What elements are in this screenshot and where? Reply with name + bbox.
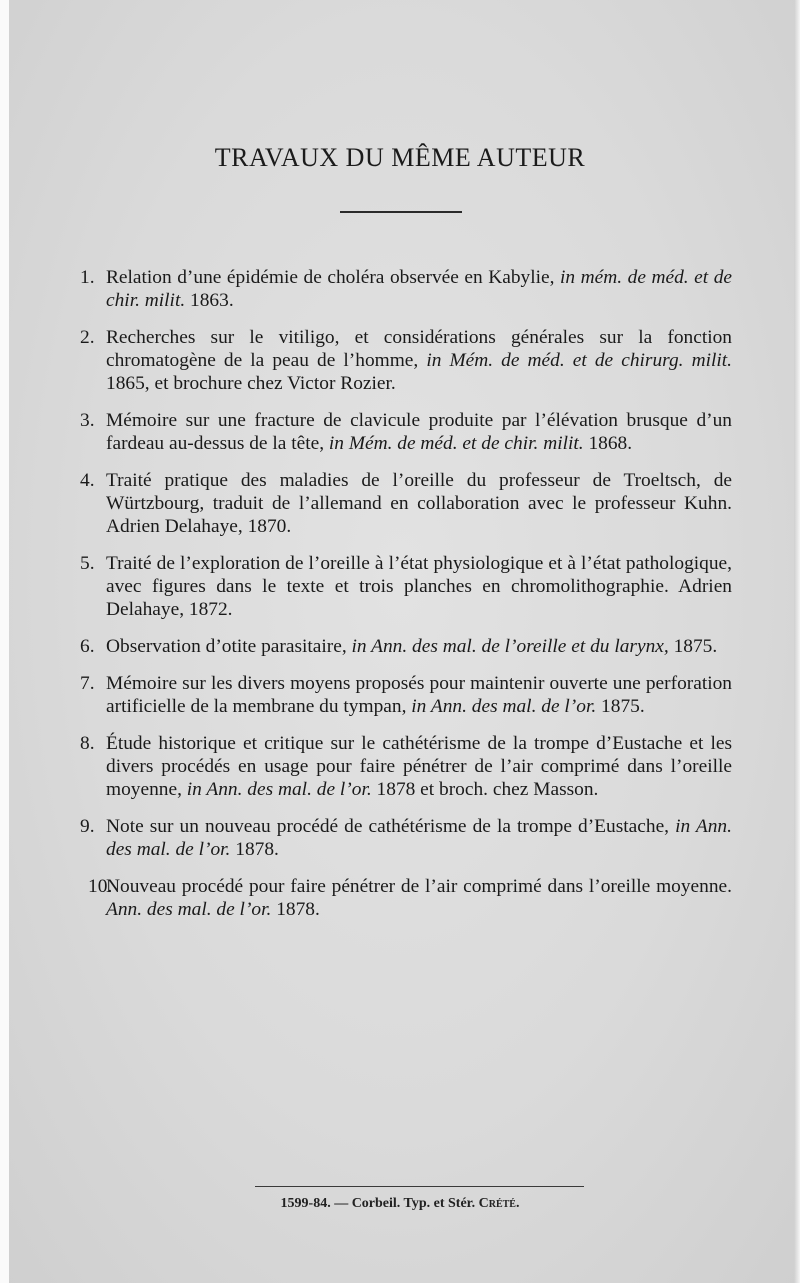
work-citation: Ann. des mal. de l’or.	[106, 899, 272, 920]
work-number: 3.	[80, 410, 95, 431]
printer-imprint	[0, 1196, 800, 1212]
work-item	[80, 635, 732, 658]
work-item	[80, 815, 732, 861]
work-text: Relation d’une épidémie de choléra observée en Kabylie,	[106, 267, 561, 288]
work-number: 9.	[80, 816, 95, 837]
work-text: Observation d’otite parasitaire,	[106, 636, 352, 657]
page-right-edge	[794, 0, 800, 1283]
footer-divider	[255, 1186, 584, 1187]
works-list	[80, 266, 732, 935]
work-year: 1875.	[668, 636, 718, 657]
work-year: 1875.	[596, 696, 645, 717]
work-item	[80, 875, 732, 921]
work-item	[80, 469, 732, 538]
work-number: 6.	[80, 636, 95, 657]
work-text: Note sur un nouveau procédé de cathétérisme de la trompe d’Eustache,	[106, 816, 676, 837]
work-year: 1863.	[185, 290, 234, 311]
work-year: 1878.	[271, 899, 320, 920]
work-number: 10.	[88, 876, 113, 897]
work-text: Étude historique et critique sur le cathétérisme de la trompe d’Eustache et les divers procédés en usage pour faire pénétrer de l’air comprimé dans l’oreille moyenne,	[106, 733, 732, 800]
work-number: 4.	[80, 470, 95, 491]
work-year: 1865, et brochure chez Victor Rozier.	[106, 373, 396, 394]
work-item	[80, 552, 732, 621]
work-citation: in Ann. des mal. de l’oreille et du larynx,	[351, 636, 669, 657]
work-text: Traité pratique des maladies de l’oreille du professeur de Troeltsch, de Würtzbourg, traduit de l’allemand en collaboration avec le professeur Kuhn. Adrien Delahaye, 1870.	[106, 470, 732, 537]
work-citation: in Mém. de méd. et de chirurg. milit.	[426, 350, 732, 371]
work-item	[80, 326, 732, 395]
printer-name: Crété.	[478, 1196, 520, 1211]
work-item	[80, 672, 732, 718]
work-text: Recherches sur le vitiligo, et considérations générales sur la fonction chromatogène de la peau de l’homme,	[106, 327, 732, 371]
title-divider	[340, 211, 462, 213]
work-citation: in Ann. des mal. de l’or.	[411, 696, 597, 717]
work-item	[80, 409, 732, 455]
imprint-text: 1599-84. — Corbeil. Typ. et Stér.	[280, 1196, 479, 1211]
page-left-edge	[0, 0, 9, 1283]
work-citation: in mém. de méd. et de chir. milit.	[106, 267, 732, 311]
work-number: 2.	[80, 327, 95, 348]
work-text: Mémoire sur une fracture de clavicule produite par l’élévation brusque d’un fardeau au-dessus de la tête,	[106, 410, 732, 454]
work-year: 1868.	[583, 433, 633, 454]
work-text: Mémoire sur les divers moyens proposés pour maintenir ouverte une perforation artificielle de la membrane du tympan,	[106, 673, 732, 717]
work-number: 1.	[80, 267, 95, 288]
work-text: Traité de l’exploration de l’oreille à l’état physiologique et à l’état pathologique, avec figures dans le texte et trois planches en chromolithographie. Adrien Delahaye, 1872.	[106, 553, 732, 620]
work-year: 1878 et broch. chez Masson.	[371, 779, 599, 800]
work-citation: in Mém. de méd. et de chir. milit.	[328, 433, 584, 454]
page-title: TRAVAUX DU MÊME AUTEUR	[214, 143, 586, 172]
work-text: Nouveau procédé pour faire pénétrer de l’air comprimé dans l’oreille moyenne.	[106, 876, 732, 897]
work-item	[80, 266, 732, 312]
work-year: 1878.	[230, 839, 279, 860]
work-citation: in Ann. des mal. de l’or.	[106, 816, 732, 860]
work-number: 8.	[80, 733, 95, 754]
work-number: 7.	[80, 673, 95, 694]
work-number: 5.	[80, 553, 95, 574]
work-citation: in Ann. des mal. de l’or.	[186, 779, 372, 800]
work-item	[80, 732, 732, 801]
